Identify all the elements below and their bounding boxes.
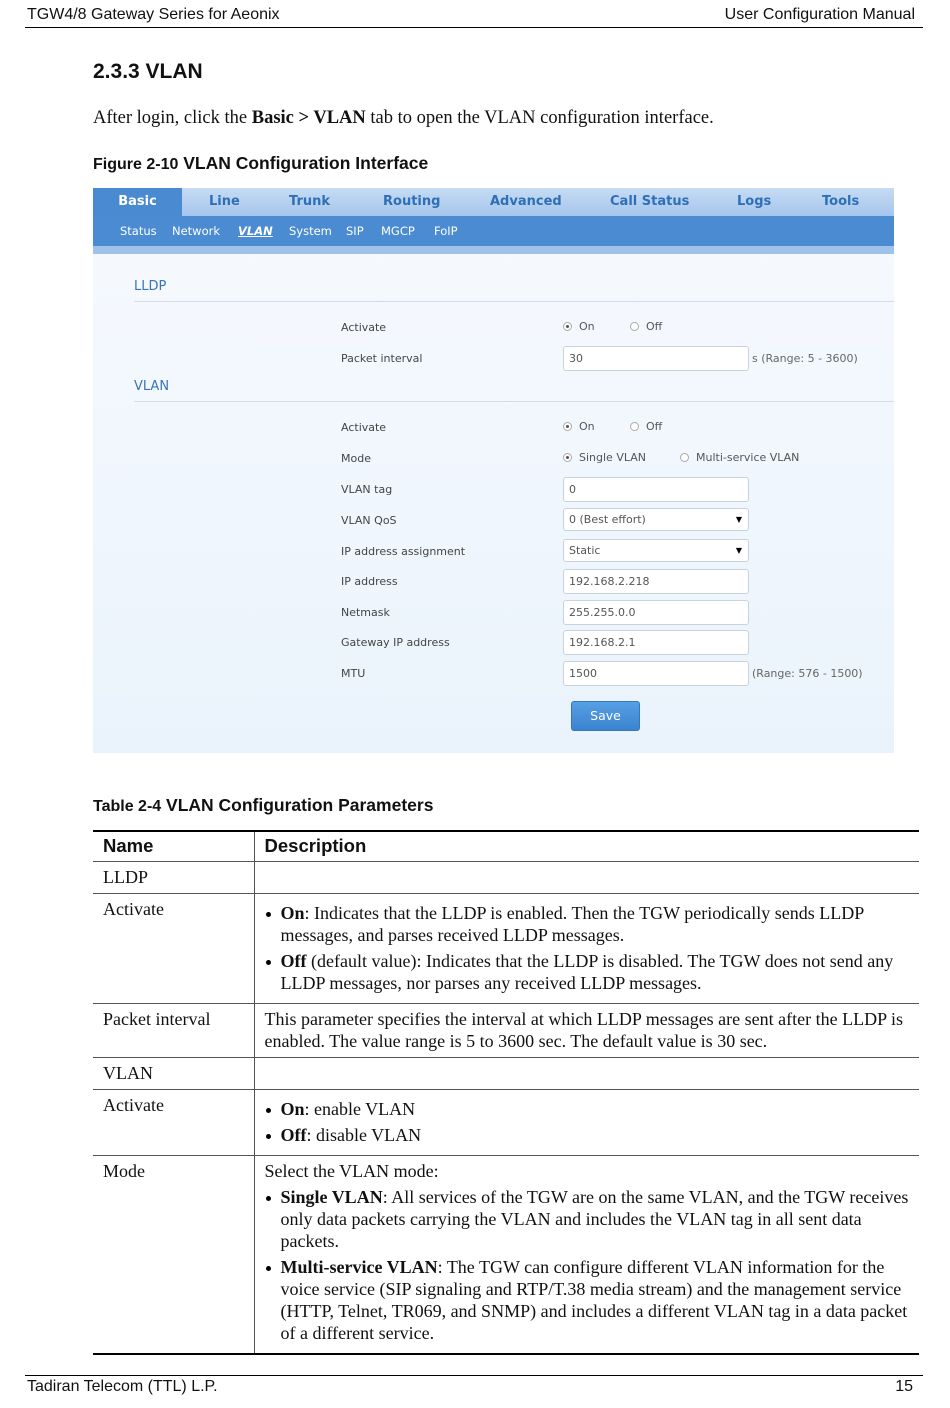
vlan-activate-label: Activate [341,421,387,434]
tab-logs[interactable]: Logs [737,194,772,209]
intro-paragraph [93,108,714,129]
packet-interval-input[interactable]: 30 [563,346,749,371]
list-item [265,1186,910,1252]
table-title: VLAN Configuration Parameters [161,795,434,815]
radio-label: Single VLAN [579,451,646,464]
select-value: 0 (Best effort) [569,513,646,526]
vlan-qos-label: VLAN QoS [341,514,397,527]
packet-interval-label: Packet interval [341,352,423,365]
vlan-section-title: VLAN [134,379,170,394]
tab-tools[interactable]: Tools [822,194,860,209]
tab-advanced[interactable]: Advanced [490,194,562,209]
text: (default value): Indicates that the LLDP is disabled. The TGW does not send any LLDP messages, nor parses any received LLDP messages. [280,951,894,993]
mtu-label: MTU [341,667,366,680]
header-right: User Configuration Manual [724,6,915,23]
vlan-tag-label: VLAN tag [341,483,393,496]
select-value: Static [569,544,601,557]
table-row [93,894,919,1004]
figure-number: Figure 2-10 [93,156,179,173]
table-row [93,1156,919,1355]
subtab-status[interactable]: Status [120,224,157,238]
vlan-config-figure [93,188,894,753]
cell-name: LLDP [93,862,254,894]
cell-desc [254,1058,919,1090]
figure-caption [93,153,428,174]
header-name: Name [93,831,254,862]
list-item [265,1256,910,1344]
table-row [93,862,919,894]
radio-label: On [579,320,595,333]
cell-desc: This parameter specifies the interval at which LLDP messages are sent after the LLDP is enabled. The value range is 5 to 3600 sec. The default value is 30 sec. [254,1004,919,1058]
term: Multi-service VLAN [280,1257,438,1277]
list-item [265,950,910,994]
table-row [93,1004,919,1058]
lldp-off-radio[interactable] [630,320,662,333]
table-row [93,1058,919,1090]
main-tabs [93,188,894,216]
table-caption [93,795,433,816]
subtab-sip[interactable]: SIP [346,224,364,238]
lldp-section-title: LLDP [134,279,167,294]
term: Off [280,951,307,971]
list-item [265,1098,910,1120]
list-item [265,1124,910,1146]
vlan-qos-select[interactable] [563,508,749,531]
radio-label: On [579,420,595,433]
term: On [280,903,305,923]
cell-name: Mode [93,1156,254,1355]
text: : disable VLAN [306,1125,422,1145]
tab-trunk[interactable]: Trunk [289,194,331,209]
text: : The TGW can configure different VLAN information for the voice service (SIP signaling and RTP/T.38 media stream) and the management service (HTTP, Telnet, TR069, and SNMP) and includes a different VLAN tag in a data packet of a different service. [280,1257,908,1343]
nav-stripe [93,246,894,254]
cell-name: VLAN [93,1058,254,1090]
lldp-on-radio[interactable] [563,320,595,333]
lldp-activate-label: Activate [341,321,387,334]
packet-interval-hint: s (Range: 5 - 3600) [752,352,858,365]
divider [134,401,894,402]
mtu-hint: (Range: 576 - 1500) [752,667,863,680]
tab-basic[interactable]: Basic [93,188,182,216]
cell-desc [254,1156,919,1355]
radio-label: Multi-service VLAN [696,451,800,464]
cell-desc [254,862,919,894]
parameters-table [93,830,919,1355]
radio-label: Off [646,320,663,333]
subtab-vlan[interactable]: VLAN [238,224,273,238]
cell-name: Packet interval [93,1004,254,1058]
dropdown-arrow-icon: ▼ [735,515,742,524]
header-left: TGW4/8 Gateway Series for Aeonix [27,6,280,23]
save-button[interactable]: Save [571,701,640,731]
table-row [93,1090,919,1156]
text: : Indicates that the LLDP is enabled. Then the TGW periodically sends LLDP messages, and parses received LLDP messages. [280,903,864,945]
radio-label: Off [646,420,663,433]
ip-assignment-label: IP address assignment [341,545,466,558]
footer-left: Tadiran Telecom (TTL) L.P. [27,1378,218,1395]
ip-address-label: IP address [341,575,398,588]
ip-address-input[interactable]: 192.168.2.218 [563,569,749,594]
vlan-on-radio[interactable] [563,420,595,433]
list-item [265,902,910,946]
intro-text-end: tab to open the VLAN configuration interface. [365,108,714,128]
subtab-foip[interactable]: FoIP [434,224,458,238]
cell-desc [254,1090,919,1156]
mode-single-radio[interactable] [563,451,646,464]
mode-multi-radio[interactable] [680,451,799,464]
divider [134,301,894,302]
cell-name: Activate [93,894,254,1004]
tab-line[interactable]: Line [209,194,240,209]
subtab-system[interactable]: System [289,224,332,238]
tab-routing[interactable]: Routing [383,194,441,209]
cell-name: Activate [93,1090,254,1156]
footer-rule [25,1375,923,1376]
dropdown-arrow-icon: ▼ [735,546,742,555]
text: Select the VLAN mode: [264,1161,439,1181]
text: : All services of the TGW are on the same VLAN, and the TGW receives only data packets carrying the VLAN and includes the VLAN tag in all sent data packets. [280,1187,909,1251]
term: Single VLAN [280,1187,383,1207]
header-rule [25,27,923,28]
cell-desc [254,894,919,1004]
mode-label: Mode [341,452,371,465]
header-description: Description [254,831,919,862]
intro-text: After login, click the [93,108,252,128]
vlan-off-radio[interactable] [630,420,662,433]
table-number: Table 2-4 [93,798,162,815]
gateway-label: Gateway IP address [341,636,450,649]
vlan-tag-input[interactable]: 0 [563,477,749,502]
intro-bold: Basic > VLAN [251,108,366,128]
table-header-row [93,831,919,862]
subtab-network[interactable]: Network [172,224,221,238]
term: Off [280,1125,307,1145]
netmask-input[interactable]: 255.255.0.0 [563,600,749,625]
subtab-mgcp[interactable]: MGCP [381,224,415,238]
text: : enable VLAN [304,1099,416,1119]
tab-call-status[interactable]: Call Status [610,194,690,209]
term: On [280,1099,305,1119]
section-title: 2.3.3 VLAN [93,60,203,83]
page-number: 15 [895,1378,913,1395]
mtu-input[interactable]: 1500 [563,661,749,686]
figure-title: VLAN Configuration Interface [178,153,429,173]
ip-assignment-select[interactable] [563,539,749,562]
gateway-input[interactable]: 192.168.2.1 [563,630,749,655]
sub-tabs [93,216,894,246]
netmask-label: Netmask [341,606,390,619]
